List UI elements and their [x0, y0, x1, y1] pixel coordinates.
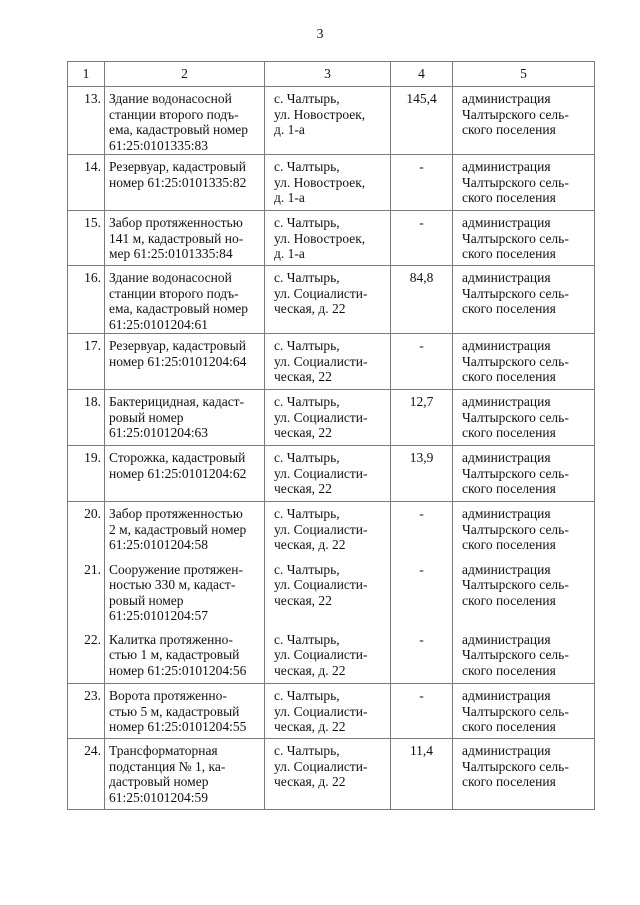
table-row: [68, 87, 595, 155]
object-address-line: с. Чалтырь,: [274, 338, 340, 353]
object-name-line: станции второго подъ-: [109, 106, 239, 122]
object-address-line: ул. Социалисти-: [274, 577, 368, 592]
object-area: 11,4: [391, 739, 453, 810]
object-owner-line: ского поселения: [462, 774, 556, 789]
object-address-line: ческая, д. 22: [274, 537, 346, 552]
object-owner-line: администрация: [462, 506, 551, 521]
object-name: [105, 446, 265, 502]
table-header-row: [68, 62, 595, 87]
object-name: [105, 334, 265, 390]
object-owner-line: администрация: [462, 91, 551, 106]
object-name-line: номер 61:25:0101204:64: [109, 353, 247, 369]
row-number: 24.: [68, 739, 105, 810]
object-address-line: с. Чалтырь,: [274, 561, 340, 577]
object-address-line: ул. Социалисти-: [274, 703, 368, 719]
object-name-line: 141 м, кадастровый но-: [109, 230, 244, 246]
object-address: [265, 87, 391, 155]
row-number: 19.: [68, 446, 105, 502]
object-address-line: с. Чалтырь,: [274, 159, 340, 174]
object-area: -: [391, 684, 453, 739]
table-row: [68, 334, 595, 390]
object-address: [265, 155, 391, 211]
object-name-line: мер 61:25:0101335:84: [109, 246, 233, 261]
object-area: -: [391, 558, 453, 628]
object-address-line: д. 1-а: [274, 122, 305, 137]
object-name-line: Сторожка, кадастровый: [109, 450, 246, 465]
object-name: [105, 558, 265, 628]
object-owner-line: ского поселения: [462, 190, 556, 205]
object-name-line: 61:25:0101204:63: [109, 425, 209, 440]
object-owner: [453, 558, 595, 628]
object-owner-line: ского поселения: [462, 719, 556, 734]
object-name-line: номер 61:25:0101335:82: [109, 174, 247, 190]
object-address: [265, 628, 391, 684]
object-name-line: Здание водонасосной: [109, 270, 232, 285]
object-address-line: ул. Социалисти-: [274, 758, 368, 774]
object-owner-line: администрация: [462, 394, 551, 409]
object-area: 13,9: [391, 446, 453, 502]
object-address-line: ческая, д. 22: [274, 301, 346, 316]
object-address-line: с. Чалтырь,: [274, 270, 340, 285]
row-number: 20.: [68, 502, 105, 558]
object-owner-line: администрация: [462, 631, 551, 647]
object-address-line: ул. Социалисти-: [274, 465, 368, 481]
object-address: [265, 502, 391, 558]
object-owner-line: администрация: [462, 270, 551, 285]
object-address: [265, 266, 391, 334]
object-address: [265, 211, 391, 266]
header-cell: 4: [391, 62, 453, 87]
header-cell: 1: [68, 62, 105, 87]
object-name-line: 61:25:0101204:58: [109, 537, 209, 552]
object-name-line: ровый номер: [109, 409, 184, 425]
object-owner: [453, 446, 595, 502]
object-owner-line: Чалтырского сель-: [462, 465, 569, 481]
object-name-line: Бактерицидная, кадаст-: [109, 394, 245, 409]
object-owner-line: Чалтырского сель-: [462, 106, 569, 122]
table-body: [68, 87, 595, 810]
object-address-line: ул. Социалисти-: [274, 521, 368, 537]
row-number: 15.: [68, 211, 105, 266]
object-address-line: с. Чалтырь,: [274, 91, 340, 106]
object-address: [265, 684, 391, 739]
page-number: 3: [316, 27, 324, 42]
table-row: [68, 628, 595, 684]
object-name-line: 61:25:0101335:83: [109, 137, 209, 153]
object-name-line: ностью 330 м, кадаст-: [109, 577, 236, 592]
object-name-line: дастровый номер: [109, 774, 209, 789]
object-owner-line: ского поселения: [462, 592, 556, 608]
object-name: [105, 739, 265, 810]
table-row: [68, 266, 595, 334]
object-area: 84,8: [391, 266, 453, 334]
object-address-line: с. Чалтырь,: [274, 394, 340, 409]
object-name-line: 2 м, кадастровый номер: [109, 521, 247, 537]
object-owner-line: ского поселения: [462, 122, 556, 137]
object-address-line: ул. Социалисти-: [274, 647, 368, 662]
header-cell: 2: [105, 62, 265, 87]
object-address-line: с. Чалтырь,: [274, 506, 340, 521]
object-name: [105, 684, 265, 739]
object-owner-line: администрация: [462, 561, 551, 577]
object-owner: [453, 211, 595, 266]
object-owner-line: ского поселения: [462, 246, 556, 261]
table-row: [68, 155, 595, 211]
object-owner: [453, 266, 595, 334]
object-address: [265, 390, 391, 446]
object-name: [105, 628, 265, 684]
object-address-line: с. Чалтырь,: [274, 450, 340, 465]
table-row: [68, 684, 595, 739]
object-owner: [453, 502, 595, 558]
object-name-line: Резервуар, кадастровый: [109, 338, 246, 353]
object-name-line: подстанция № 1, ка-: [109, 758, 226, 774]
object-owner-line: Чалтырского сель-: [462, 647, 569, 662]
object-name-line: Здание водонасосной: [109, 91, 232, 106]
object-owner: [453, 334, 595, 390]
object-owner: [453, 87, 595, 155]
object-address-line: ческая, 22: [274, 425, 332, 440]
object-name-line: номер 61:25:0101204:55: [109, 719, 247, 734]
object-address-line: ул. Социалисти-: [274, 409, 368, 425]
object-name: [105, 390, 265, 446]
object-name-line: ровый номер: [109, 592, 184, 608]
object-owner-line: Чалтырского сель-: [462, 758, 569, 774]
header-cell: 5: [453, 62, 595, 87]
object-name: [105, 87, 265, 155]
object-name-line: 61:25:0101204:57: [109, 608, 209, 623]
object-name-line: Калитка протяженно-: [109, 631, 233, 647]
object-address: [265, 446, 391, 502]
object-name-line: стью 5 м, кадастровый: [109, 703, 240, 719]
object-address-line: ул. Новостроек,: [274, 106, 366, 122]
object-area: -: [391, 211, 453, 266]
object-address-line: с. Чалтырь,: [274, 688, 340, 703]
object-address-line: ческая, 22: [274, 592, 332, 608]
object-owner: [453, 390, 595, 446]
object-owner-line: администрация: [462, 450, 551, 465]
object-owner: [453, 155, 595, 211]
object-name-line: стью 1 м, кадастровый: [109, 647, 240, 662]
object-name-line: Трансформаторная: [109, 743, 218, 758]
object-address-line: ул. Новостроек,: [274, 230, 366, 246]
object-area: -: [391, 628, 453, 684]
table-row: [68, 558, 595, 628]
object-name-line: станции второго подъ-: [109, 285, 239, 301]
object-name-line: Сооружение протяжен-: [109, 561, 243, 577]
property-table: [67, 61, 595, 810]
object-owner-line: Чалтырского сель-: [462, 703, 569, 719]
object-name-line: Забор протяженностью: [109, 215, 243, 230]
table-row: [68, 502, 595, 558]
object-address-line: с. Чалтырь,: [274, 743, 340, 758]
object-owner-line: Чалтырского сель-: [462, 577, 569, 592]
object-owner-line: администрация: [462, 215, 551, 230]
object-owner-line: ского поселения: [462, 537, 556, 552]
table-row: [68, 446, 595, 502]
object-name-line: ема, кадастровый номер: [109, 301, 248, 316]
object-owner-line: Чалтырского сель-: [462, 521, 569, 537]
object-owner-line: администрация: [462, 743, 551, 758]
object-name-line: Ворота протяженно-: [109, 688, 227, 703]
object-owner-line: ского поселения: [462, 301, 556, 316]
header-cell: 3: [265, 62, 391, 87]
object-address-line: д. 1-а: [274, 190, 305, 205]
object-area: -: [391, 334, 453, 390]
object-name: [105, 211, 265, 266]
object-address-line: ул. Социалисти-: [274, 353, 368, 369]
object-name: [105, 266, 265, 334]
object-owner-line: Чалтырского сель-: [462, 174, 569, 190]
row-number: 21.: [68, 558, 105, 628]
object-address-line: с. Чалтырь,: [274, 631, 340, 647]
object-name-line: 61:25:0101204:61: [109, 316, 209, 332]
object-area: 12,7: [391, 390, 453, 446]
object-owner-line: ского поселения: [462, 425, 556, 440]
object-address: [265, 334, 391, 390]
object-address: [265, 558, 391, 628]
object-area: -: [391, 155, 453, 211]
object-owner: [453, 628, 595, 684]
object-address-line: ул. Новостроек,: [274, 174, 366, 190]
object-owner-line: ского поселения: [462, 662, 556, 678]
object-owner: [453, 739, 595, 810]
object-address-line: ческая, д. 22: [274, 774, 346, 789]
object-address-line: ческая, 22: [274, 369, 332, 384]
object-owner-line: Чалтырского сель-: [462, 353, 569, 369]
object-address-line: ческая, 22: [274, 481, 332, 496]
row-number: 17.: [68, 334, 105, 390]
object-name: [105, 155, 265, 211]
object-name-line: 61:25:0101204:59: [109, 789, 209, 805]
object-owner-line: ского поселения: [462, 481, 556, 496]
object-owner-line: Чалтырского сель-: [462, 409, 569, 425]
object-owner-line: ского поселения: [462, 369, 556, 384]
row-number: 14.: [68, 155, 105, 211]
object-address-line: ческая, д. 22: [274, 719, 346, 734]
object-area: 145,4: [391, 87, 453, 155]
table-row: [68, 211, 595, 266]
object-address: [265, 739, 391, 810]
object-name-line: ема, кадастровый номер: [109, 122, 248, 137]
object-owner-line: администрация: [462, 159, 551, 174]
object-owner: [453, 684, 595, 739]
object-address-line: с. Чалтырь,: [274, 215, 340, 230]
object-owner-line: администрация: [462, 688, 551, 703]
row-number: 22.: [68, 628, 105, 684]
object-address-line: д. 1-а: [274, 246, 305, 261]
object-address-line: ческая, д. 22: [274, 662, 346, 678]
object-owner-line: администрация: [462, 338, 551, 353]
object-owner-line: Чалтырского сель-: [462, 230, 569, 246]
object-address-line: ул. Социалисти-: [274, 285, 368, 301]
row-number: 13.: [68, 87, 105, 155]
object-name-line: Забор протяженностью: [109, 506, 243, 521]
object-name-line: номер 61:25:0101204:56: [109, 662, 247, 678]
row-number: 18.: [68, 390, 105, 446]
table-row: [68, 390, 595, 446]
object-name: [105, 502, 265, 558]
object-owner-line: Чалтырского сель-: [462, 285, 569, 301]
object-name-line: Резервуар, кадастровый: [109, 159, 246, 174]
table-row: [68, 739, 595, 810]
row-number: 23.: [68, 684, 105, 739]
row-number: 16.: [68, 266, 105, 334]
object-name-line: номер 61:25:0101204:62: [109, 465, 247, 481]
object-area: -: [391, 502, 453, 558]
